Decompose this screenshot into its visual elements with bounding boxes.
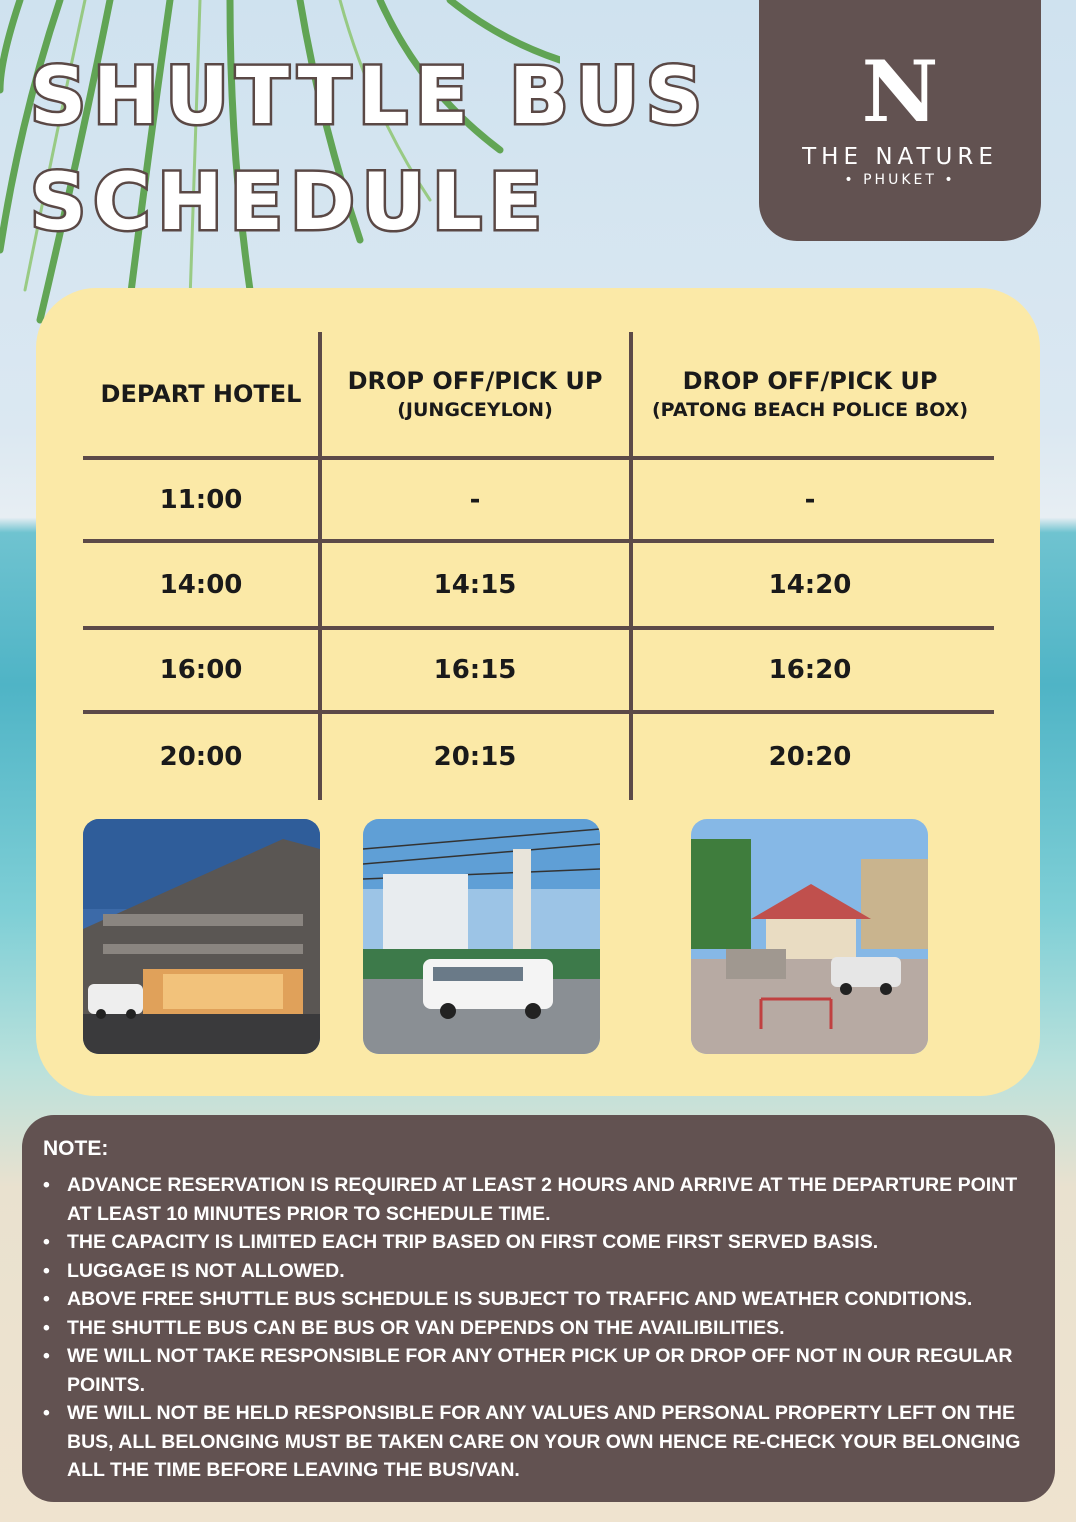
header-label: DEPART HOTEL [100, 380, 302, 408]
depart-time: 14:00 [159, 569, 243, 600]
jungceylon-time: 16:15 [433, 655, 517, 685]
jungceylon-time: - [469, 484, 481, 515]
notes-heading: NOTE: [43, 1137, 109, 1160]
jungceylon-time: 14:15 [433, 569, 517, 600]
hotel-logo [759, 0, 1041, 241]
note-item: • ADVANCE RESERVATION IS REQUIRED AT LEAST 2 HOURS AND ARRIVE AT THE DEPARTURE POINT AT LEAST 10 MINUTES PRIOR TO SCHEDULE TIME. [43, 1171, 1043, 1228]
header-depart-hotel [83, 332, 319, 456]
jungceylon-time: 20:15 [433, 742, 517, 772]
patong-police-box-photo [691, 819, 928, 1054]
patong-time: 14:20 [768, 569, 852, 600]
logo-name: THE NATURE [802, 144, 998, 170]
header-label: DROP OFF/PICK UP [347, 367, 603, 395]
patong-time: - [804, 484, 816, 515]
notes-panel [22, 1115, 1055, 1502]
patong-time: 16:20 [768, 655, 852, 685]
logo-location: • PHUKET • [844, 172, 956, 188]
notes-list [43, 1171, 1043, 1485]
note-item: • ABOVE FREE SHUTTLE BUS SCHEDULE IS SUBJECT TO TRAFFIC AND WEATHER CONDITIONS. [43, 1285, 1043, 1314]
page-title [30, 44, 709, 256]
note-item: • WE WILL NOT TAKE RESPONSIBLE FOR ANY OTHER PICK UP OR DROP OFF NOT IN OUR REGULAR POINTS. [43, 1342, 1043, 1399]
jungceylon-photo [363, 819, 600, 1054]
header-sublabel: (PATONG BEACH POLICE BOX) [651, 399, 969, 421]
header-label: DROP OFF/PICK UP [682, 367, 938, 395]
logo-n-mark: N [861, 42, 939, 141]
header-jungceylon [322, 332, 628, 456]
hotel-photo [83, 819, 320, 1054]
depart-time: 20:00 [159, 742, 243, 772]
header-patong-police-box [633, 332, 987, 456]
header-sublabel: (JUNGCEYLON) [397, 399, 553, 421]
depart-time: 11:00 [159, 484, 243, 515]
note-item: • WE WILL NOT BE HELD RESPONSIBLE FOR ANY VALUES AND PERSONAL PROPERTY LEFT ON THE BUS, ALL BELONGING MUST BE TAKEN CARE ON YOUR OWN HENCE RE-CHECK YOUR BELONGING ALL THE TIME BEFORE LEAVING THE BUS/VAN. [43, 1399, 1043, 1485]
note-item: • LUGGAGE IS NOT ALLOWED. [43, 1257, 1043, 1286]
note-item: • THE SHUTTLE BUS CAN BE BUS OR VAN DEPENDS ON THE AVAILIBILITIES. [43, 1314, 1043, 1343]
schedule-table [83, 332, 994, 800]
title-line-2: SCHEDULE [30, 158, 550, 248]
patong-time: 20:20 [768, 742, 852, 772]
note-item: • THE CAPACITY IS LIMITED EACH TRIP BASED ON FIRST COME FIRST SERVED BASIS. [43, 1228, 1043, 1257]
depart-time: 16:00 [159, 655, 243, 685]
title-line-1: SHUTTLE BUS [30, 52, 710, 142]
